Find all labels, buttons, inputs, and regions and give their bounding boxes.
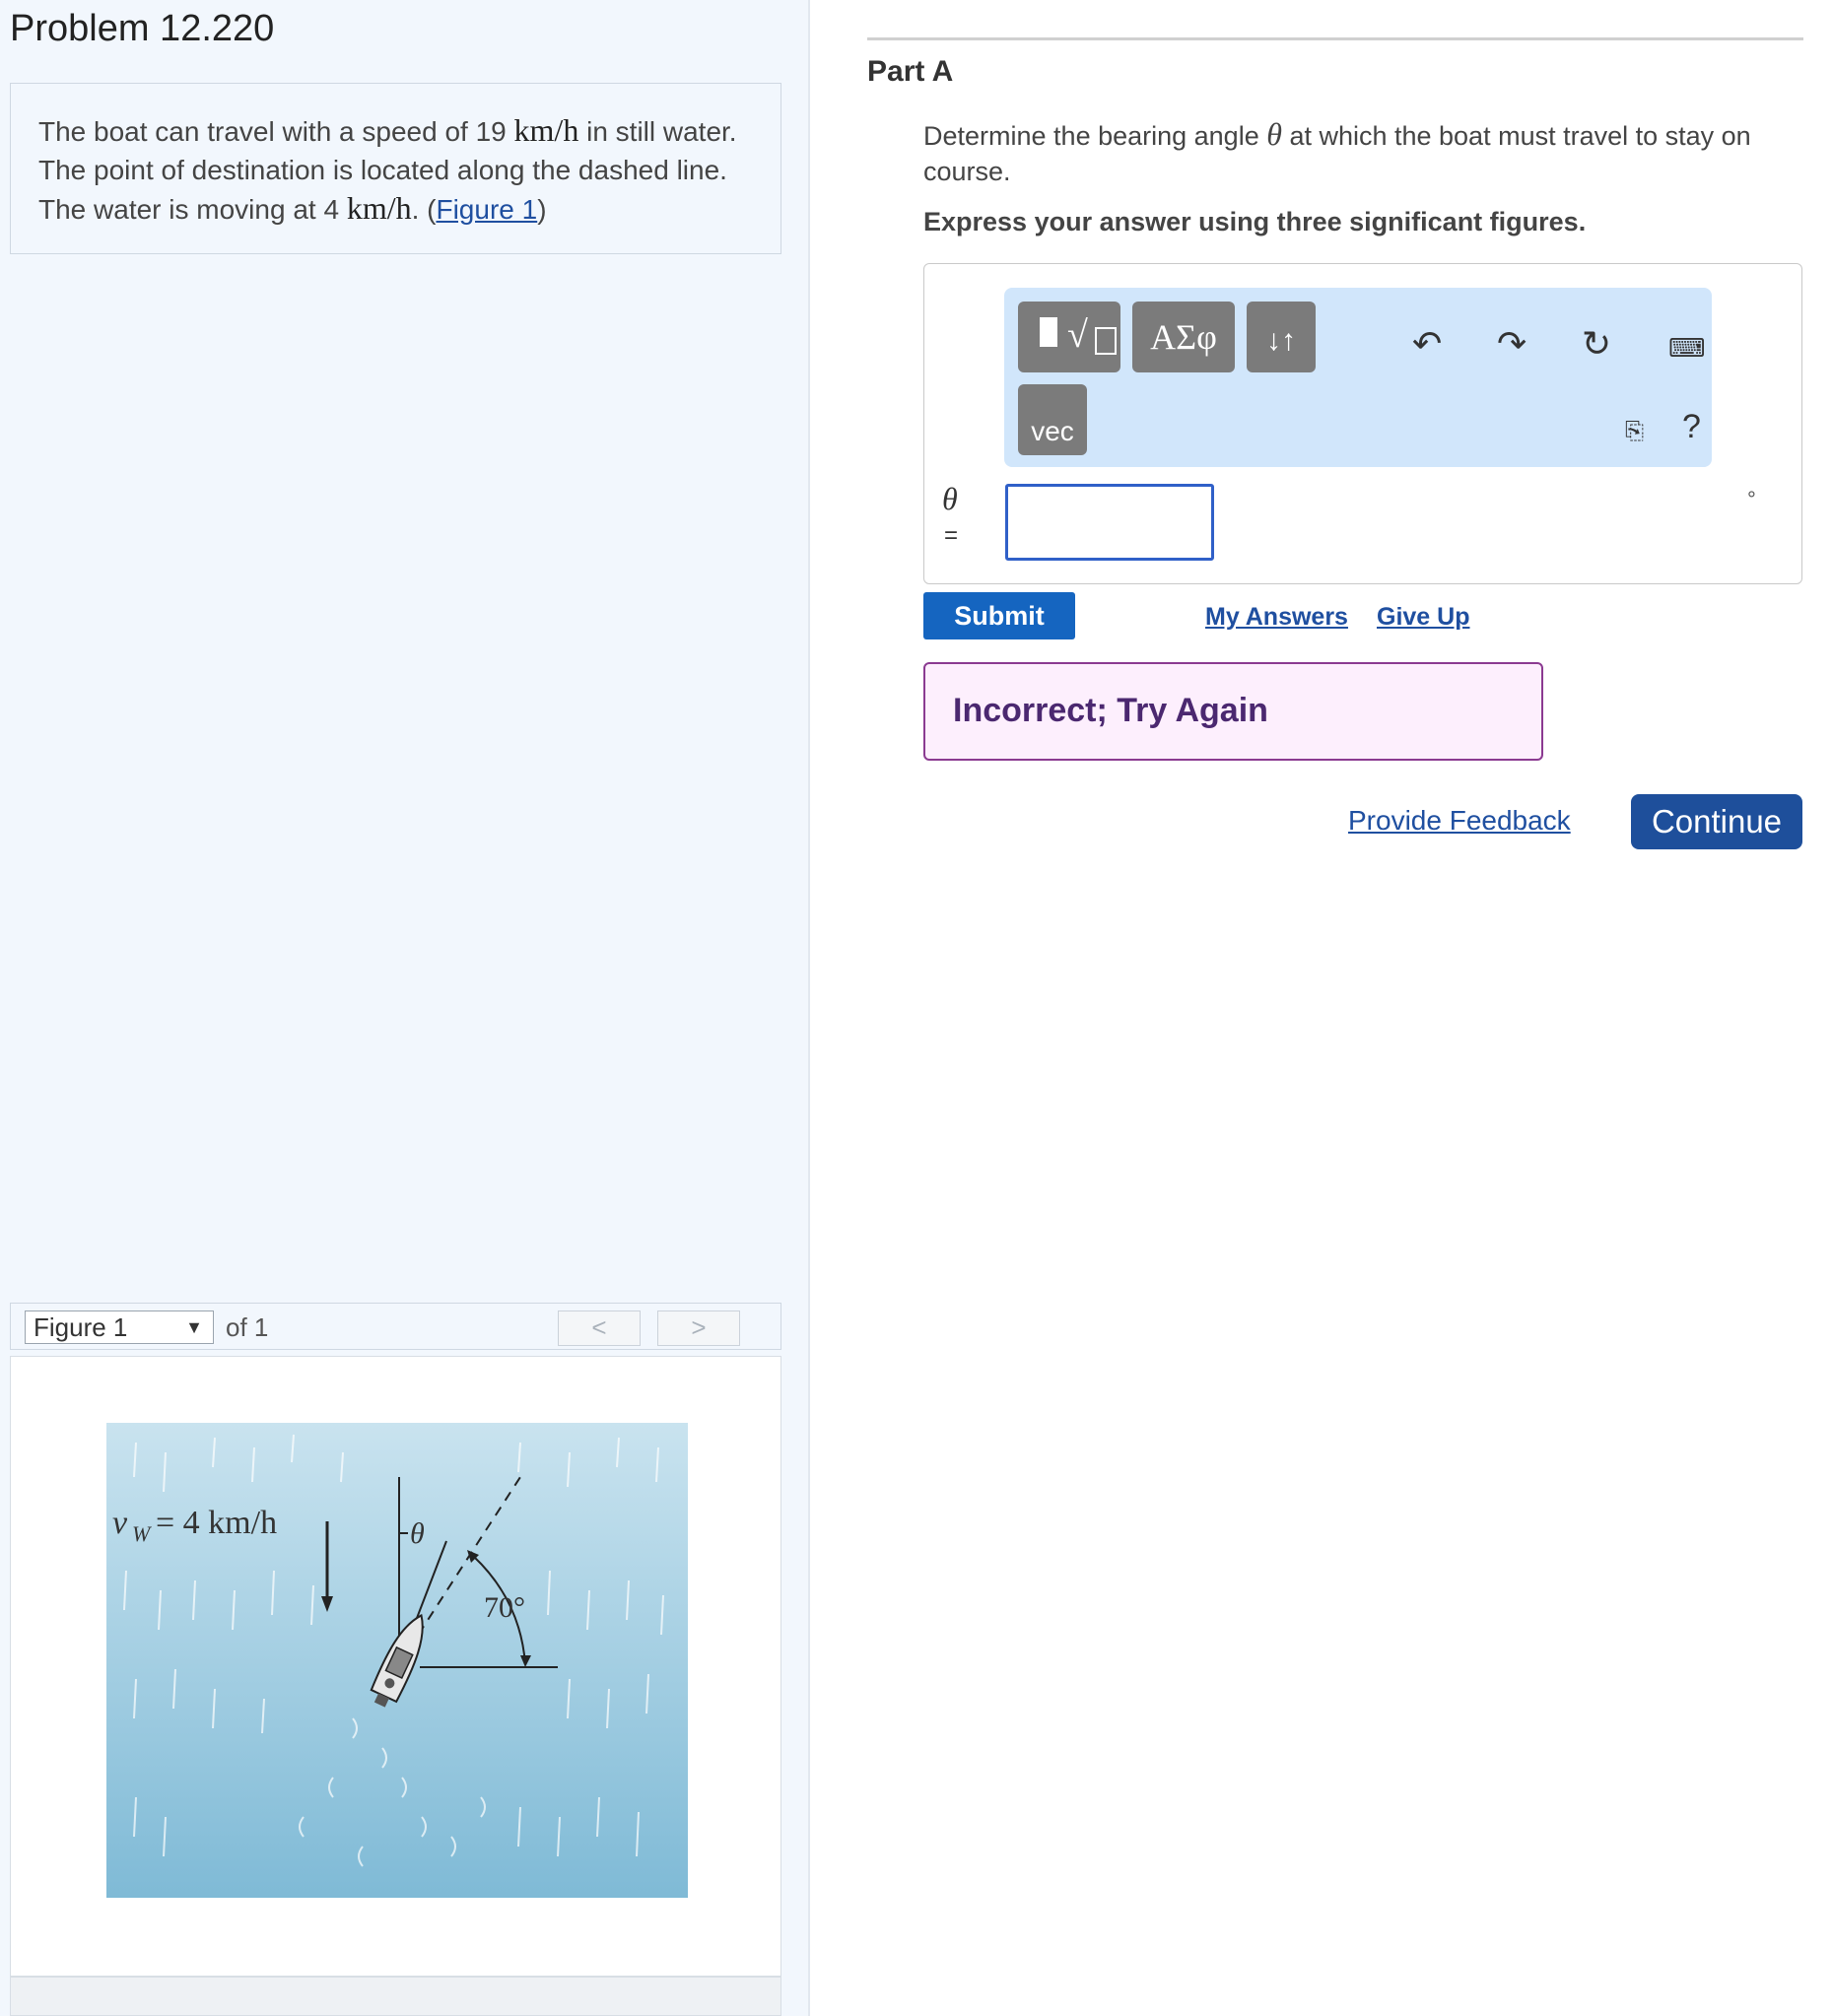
caret-down-icon: ▼ xyxy=(185,1317,203,1337)
part-title: Part A xyxy=(867,55,954,88)
templates-label: √ xyxy=(1067,314,1088,356)
problem-title: Problem 12.220 xyxy=(10,8,275,49)
figure-count: of 1 xyxy=(226,1312,269,1342)
question-text-start: Determine the bearing angle xyxy=(923,121,1267,151)
figure-link[interactable]: Figure 1 xyxy=(436,194,538,225)
answer-variable: θ xyxy=(942,481,958,516)
problem-text: ) xyxy=(537,194,547,225)
next-figure-button[interactable] xyxy=(657,1310,740,1346)
figure-select[interactable] xyxy=(25,1310,214,1344)
problem-text: . ( xyxy=(411,194,437,225)
math-toolbar xyxy=(1004,288,1712,467)
water-unit: km/h xyxy=(346,190,412,226)
redo-icon[interactable]: ↷ xyxy=(1497,323,1527,364)
vec-button[interactable] xyxy=(1018,384,1087,455)
templates-button[interactable] xyxy=(1018,302,1120,372)
reset-icon[interactable]: ↻ xyxy=(1582,323,1612,364)
chevron-right-icon: > xyxy=(691,1312,707,1342)
continue-button[interactable]: Continue xyxy=(1631,794,1802,849)
problem-text: in still water. The point of destination is located along the dashed line. The water is moving at 4 xyxy=(38,116,737,225)
answer-instruction: Express your answer using three significant figures. xyxy=(923,207,1587,236)
figure-navigation xyxy=(10,1303,781,1350)
give-up-link[interactable]: Give Up xyxy=(1377,603,1470,631)
equals-sign: = xyxy=(944,522,959,549)
feedback-banner xyxy=(923,662,1543,761)
templates-icon xyxy=(1040,317,1057,347)
keyboard-icon[interactable]: ⌨ xyxy=(1668,333,1706,363)
vec-label: vec xyxy=(1031,416,1074,446)
feedback-message: Incorrect; Try Again xyxy=(953,692,1268,729)
theta-label: θ xyxy=(410,1517,425,1550)
problem-panel xyxy=(0,0,810,2016)
vw-value: = 4 km/h xyxy=(156,1505,278,1541)
question-text xyxy=(923,116,1810,189)
angle-label: 70° xyxy=(484,1591,525,1624)
top-divider xyxy=(867,37,1803,40)
submit-button[interactable]: Submit xyxy=(923,592,1075,639)
my-answers-link[interactable]: My Answers xyxy=(1205,603,1348,631)
question-text-end: at which the boat must travel to stay on course. xyxy=(923,121,1751,186)
figure-footer xyxy=(10,1977,781,2016)
vw-subscript: W xyxy=(132,1521,151,1546)
answer-input[interactable] xyxy=(1005,484,1214,561)
vw-symbol: v xyxy=(112,1505,128,1541)
chevron-left-icon: < xyxy=(591,1312,607,1342)
greek-button[interactable] xyxy=(1132,302,1235,372)
provide-feedback-link[interactable]: Provide Feedback xyxy=(1348,805,1571,836)
theta-symbol: θ xyxy=(1266,116,1282,152)
previous-figure-button[interactable] xyxy=(558,1310,641,1346)
shortcuts-icon[interactable]: ⎘ xyxy=(1625,418,1645,444)
speed-unit: km/h xyxy=(513,112,579,148)
arrows-button[interactable] xyxy=(1247,302,1316,372)
box-icon xyxy=(1095,327,1117,355)
problem-statement xyxy=(10,83,781,254)
arrows-label: ↓↑ xyxy=(1266,324,1296,357)
degree-unit: ° xyxy=(1747,487,1756,511)
problem-text: The boat can travel with a speed of 19 xyxy=(38,116,514,147)
answer-area xyxy=(923,263,1802,584)
figure-frame xyxy=(10,1356,781,1977)
boat-figure xyxy=(106,1423,688,1898)
figure-select-value: Figure 1 xyxy=(34,1312,128,1342)
greek-label: ΑΣφ xyxy=(1150,317,1217,357)
help-icon[interactable]: ? xyxy=(1682,408,1701,445)
undo-icon[interactable]: ↶ xyxy=(1412,323,1443,364)
